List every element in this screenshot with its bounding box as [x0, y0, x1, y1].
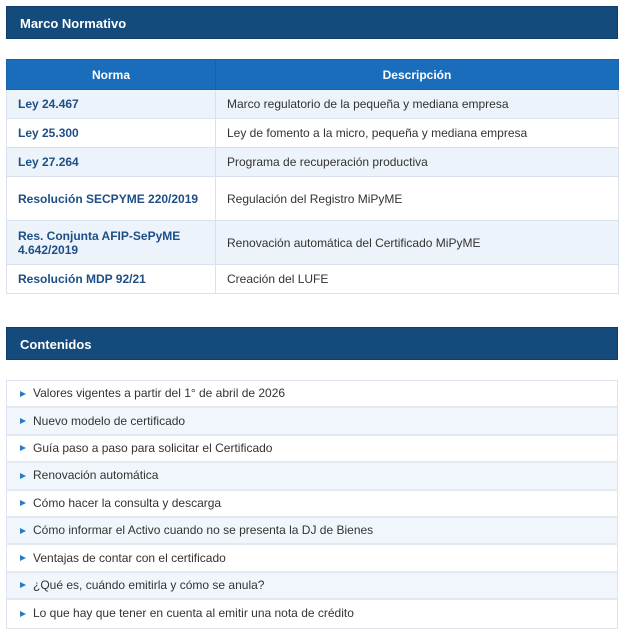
- descripcion-cell: Marco regulatorio de la pequeña y mediana empresa: [216, 90, 619, 119]
- triangle-right-icon: [20, 445, 26, 451]
- contenidos-list: [6, 380, 618, 629]
- list-item[interactable]: [7, 381, 617, 408]
- list-item[interactable]: [7, 573, 617, 600]
- norma-cell: Ley 25.300: [7, 119, 216, 148]
- descripcion-cell: Programa de recuperación productiva: [216, 148, 619, 177]
- triangle-right-icon: [20, 611, 26, 617]
- triangle-right-icon: [20, 473, 26, 479]
- list-item-label[interactable]: Lo que hay que tener en cuenta al emitir una nota de crédito: [33, 606, 354, 621]
- triangle-right-icon: [20, 582, 26, 588]
- column-header-norma: Norma: [7, 60, 216, 90]
- descripcion-cell: Regulación del Registro MiPyME: [216, 177, 619, 221]
- triangle-right-icon: [20, 418, 26, 424]
- triangle-right-icon: [20, 391, 26, 397]
- list-item[interactable]: [7, 436, 617, 463]
- triangle-right-icon: [20, 500, 26, 506]
- triangle-right-icon: [20, 555, 26, 561]
- list-item-label[interactable]: Valores vigentes a partir del 1° de abril de 2026: [33, 386, 286, 401]
- marco-normativo-header: Marco Normativo: [6, 6, 618, 39]
- list-item[interactable]: [7, 463, 617, 490]
- table-header-row: [7, 60, 619, 90]
- norma-cell: Ley 27.264: [7, 148, 216, 177]
- table-row: [7, 221, 619, 265]
- marco-normativo-table: [6, 59, 619, 294]
- list-item-label[interactable]: Cómo informar el Activo cuando no se presenta la DJ de Bienes: [33, 523, 374, 538]
- table-row: [7, 90, 619, 119]
- table-row: [7, 119, 619, 148]
- column-header-descripcion: Descripción: [216, 60, 619, 90]
- norma-cell: Res. Conjunta AFIP-SePyME 4.642/2019: [7, 221, 216, 265]
- list-item-label[interactable]: Cómo hacer la consulta y descarga: [33, 495, 222, 510]
- list-item[interactable]: [7, 408, 617, 435]
- norma-cell: Ley 24.467: [7, 90, 216, 119]
- contenidos-header: Contenidos: [6, 327, 618, 360]
- norma-cell: Resolución SECPYME 220/2019: [7, 177, 216, 221]
- list-item-label[interactable]: Guía paso a paso para solicitar el Certificado: [33, 440, 273, 455]
- descripcion-cell: Renovación automática del Certificado MiPyME: [216, 221, 619, 265]
- list-item[interactable]: [7, 518, 617, 545]
- descripcion-cell: Ley de fomento a la micro, pequeña y mediana empresa: [216, 119, 619, 148]
- descripcion-cell: Creación del LUFE: [216, 265, 619, 294]
- triangle-right-icon: [20, 528, 26, 534]
- list-item-label[interactable]: Nuevo modelo de certificado: [33, 413, 186, 428]
- table-row: [7, 148, 619, 177]
- table-row: [7, 265, 619, 294]
- table-row: [7, 177, 619, 221]
- list-item-label[interactable]: Renovación automática: [33, 468, 159, 483]
- norma-cell: Resolución MDP 92/21: [7, 265, 216, 294]
- list-item-label[interactable]: ¿Qué es, cuándo emitirla y cómo se anula?: [33, 577, 265, 592]
- list-item[interactable]: [7, 491, 617, 518]
- list-item[interactable]: [7, 545, 617, 572]
- list-item-label[interactable]: Ventajas de contar con el certificado: [33, 550, 226, 565]
- list-item[interactable]: [7, 600, 617, 627]
